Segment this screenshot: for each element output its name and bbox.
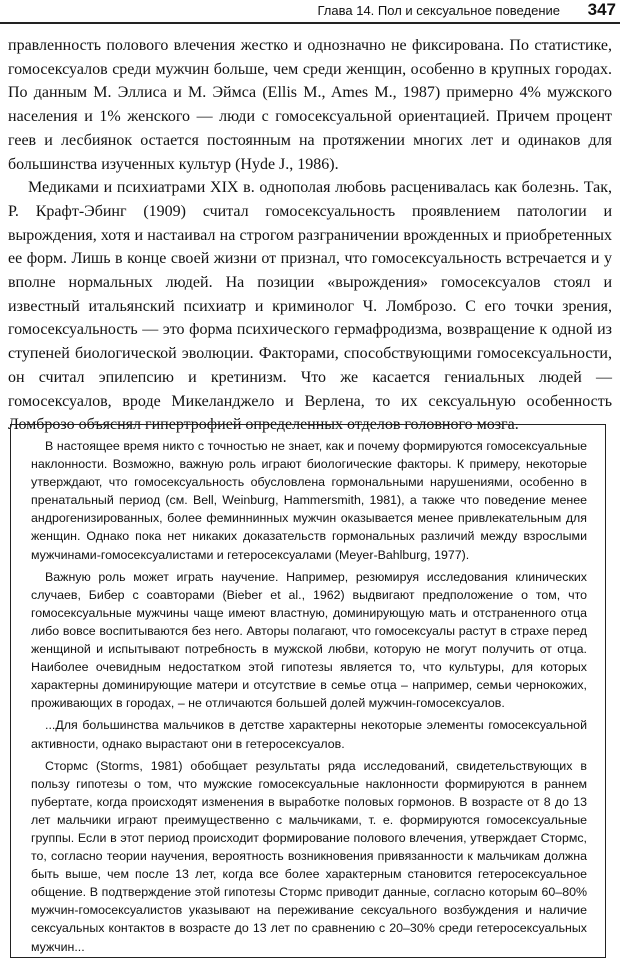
body-paragraph: правленность полового влечения жестко и однозначно не фиксирована. По статистике, гомосексуалов среди мужчин больше, чем среди женщин, особенно в крупных городах. По данным М. Эллиса и М. Эймса (Ellis M., Ames M., 1987) примерно 4% мужского населения и 1% женского — люди с гомосексуальной ориентацией. Причем процент геев и лесбиянок остается постоянным на протяжении многих лет и одинаков для большинства изученных культур (Hyde J., 1986).	[8, 37, 612, 173]
main-text	[8, 34, 612, 437]
sidebar-box	[10, 424, 606, 958]
chapter-title: Глава 14. Пол и сексуальное поведение	[317, 3, 560, 18]
page-header	[0, 0, 620, 24]
page-number: 347	[587, 0, 616, 19]
sidebar-text	[31, 437, 587, 956]
body-paragraph: Медиками и психиатрами XIX в. однополая любовь расценивалась как болезнь. Так, Р. Крафт-Эбинг (1909) считал гомосексуальность проявлением патологии и вырождения, хотя и настаивал на строгом разграничении врожденных и приобретенных ее форм. Лишь в конце своей жизни от признал, что гомосексуальность встречается и у вполне нормальных людей. На позиции «вырождения» гомосексуалов стоял и известный итальянский психиатр и криминолог Ч. Ломброзо. С его точки зрения, гомосексуальность — это форма психического гермафродизма, возвращение к одной из ступеней биологической эволюции. Факторами, способствующими гомосексуальности, он считал эпилепсию и кретинизм. Что же касается гениальных людей — гомосексуалов, вроде Микеланджело и Верлена, то их сексуальную особенность Ломброзо объяснял гипертрофией определенных отделов головного мозга.	[8, 179, 612, 434]
sidebar-paragraph: В настоящее время никто с точностью не знает, как и почему формируются гомосексуальные наклонности. Возможно, важную роль играют биологические факторы. К примеру, некоторые утверждают, что гомосексуальность обусловлена гормональными нарушениями, особенно в пренатальный период (см. Bell, Weinburg, Hammersmith, 1981), а также что поведение менее андрогенизированных, более феминнинных мужчин оказывается менее привлекательным для женщин. Однако пока нет никаких доказательств гормональных различий между взрослыми мужчинами-гомосексуалистами и гетеросексуалами (Meyer-Bahlburg, 1977).	[31, 439, 587, 562]
sidebar-paragraph: ...Для большинства мальчиков в детстве характерны некоторые элементы гомосексуальной активности, однако вырастают они в гетеросексуалов.	[31, 718, 587, 751]
sidebar-paragraph: Важную роль может играть научение. Например, резюмируя исследования клинических случаев, Бибер с соавторами (Bieber et al., 1962) выдвигают предположение о том, что гомосексуальные мужчины чаще имеют властную, доминирующую мать и отстраненного отца либо вовсе воспитываются без него. Авторы полагают, что гомосексуалы растут в страхе перед женщиной и испытывают потребность в мужской любви, которую не могут получить от отца. Наиболее очевидным недостатком этой гипотезы является то, что культуры, для которых характерны доминирующие матери и отсутствие в семье отца – например, семьи чернокожих, проживающих в городах, – не отличаются большей долей мужчин-гомосексуалов.	[31, 569, 587, 711]
sidebar-paragraph: Стормс (Storms, 1981) обобщает результаты ряда исследований, свидетельствующих в пользу гипотезы о том, что мужские гомосексуальные наклонности формируются в раннем пубертате, когда происходят изменения в выработке половых гормонов. В возрасте от 8 до 13 лет мальчики играют преимущественно с мальчиками, т. е. формируются гомосексуальные группы. Если в этот период происходит формирование полового влечения, утверждает Стормс, то, согласно теории научения, вероятность возникновения привязанности к мальчикам должна быть выше, чем после 13 лет, когда все более характерным становится гетеросексуальное общение. В подтверждение этой гипотезы Стормс приводит данные, согласно которым 60–80% мужчин-гомосексуалистов указывают на переживание сексуального возбуждения и наличие сексуальных контактов в возрасте до 13 лет по сравнению с 20–30% среди гетеросексуальных мужчин...	[31, 758, 587, 954]
